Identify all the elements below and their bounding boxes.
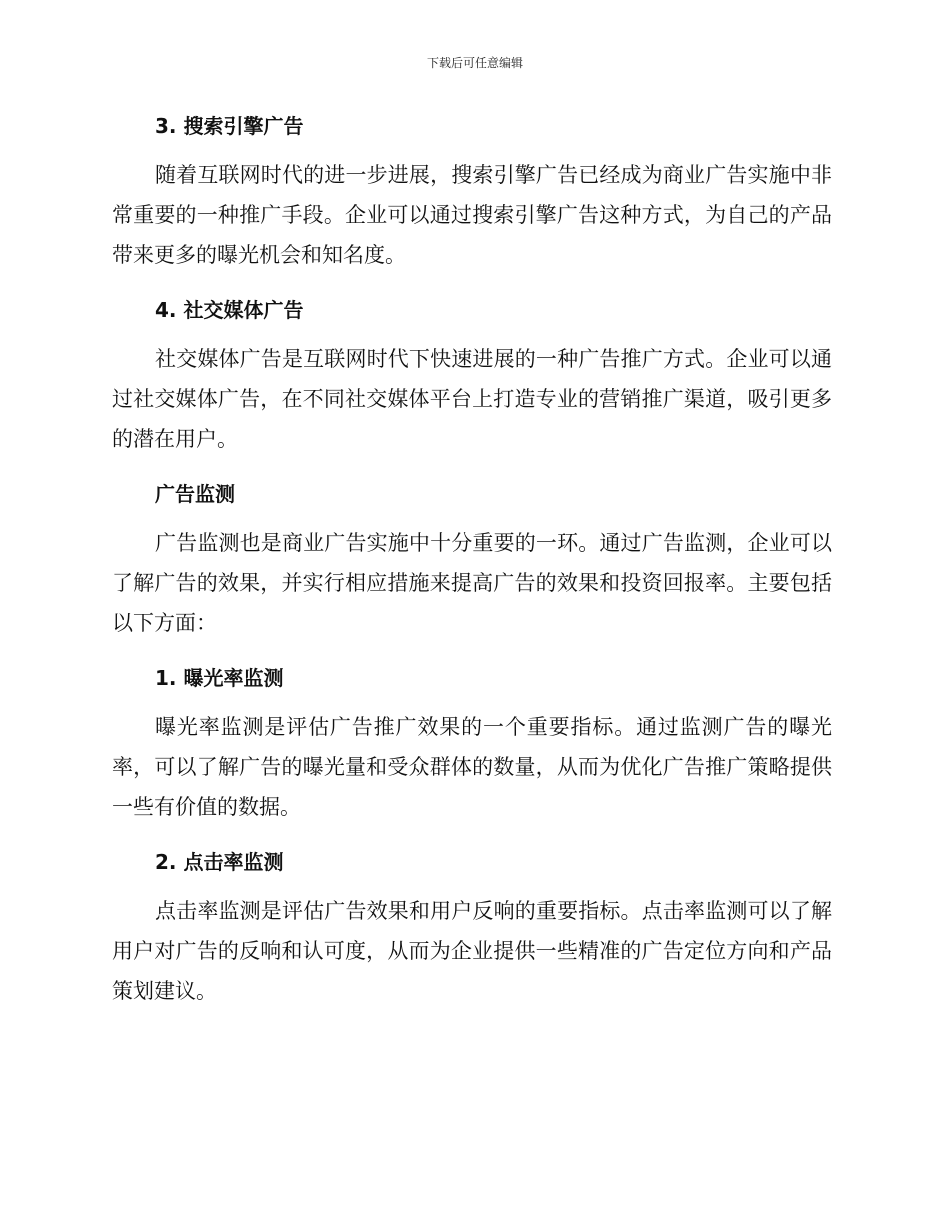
section-heading-search-engine-ads: 3. 搜索引擎广告 xyxy=(155,114,304,138)
section-paragraph-exposure-monitoring: 曝光率监测是评估广告推广效果的一个重要指标。通过监测广告的曝光率，可以了解广告的曝光量和受众群体的数量，从而为优化广告推广策略提供一些有价值的数据。 xyxy=(112,715,832,819)
section-heading-exposure-monitoring: 1. 曝光率监测 xyxy=(155,666,284,690)
section-heading-social-media-ads: 4. 社交媒体广告 xyxy=(155,298,304,322)
section-heading-ad-monitoring: 广告监测 xyxy=(155,482,235,506)
section-paragraph-social-media-ads: 社交媒体广告是互联网时代下快速进展的一种广告推广方式。企业可以通过社交媒体广告，在不同社交媒体平台上打造专业的营销推广渠道，吸引更多的潜在用户。 xyxy=(112,347,832,451)
section-heading-click-rate-monitoring: 2. 点击率监测 xyxy=(155,850,284,874)
section-paragraph-search-engine-ads: 随着互联网时代的进一步进展，搜索引擎广告已经成为商业广告实施中非常重要的一种推广手段。企业可以通过搜索引擎广告这种方式，为自己的产品带来更多的曝光机会和知名度。 xyxy=(112,163,832,267)
section-paragraph-ad-monitoring: 广告监测也是商业广告实施中十分重要的一环。通过广告监测，企业可以了解广告的效果，并实行相应措施来提高广告的效果和投资回报率。主要包括以下方面： xyxy=(112,531,832,635)
section-paragraph-click-rate-monitoring: 点击率监测是评估广告效果和用户反响的重要指标。点击率监测可以了解用户对广告的反响和认可度，从而为企业提供一些精准的广告定位方向和产品策划建议。 xyxy=(112,899,832,1003)
page-header: 下载后可任意编辑 xyxy=(426,56,523,70)
document-body xyxy=(112,107,832,1027)
